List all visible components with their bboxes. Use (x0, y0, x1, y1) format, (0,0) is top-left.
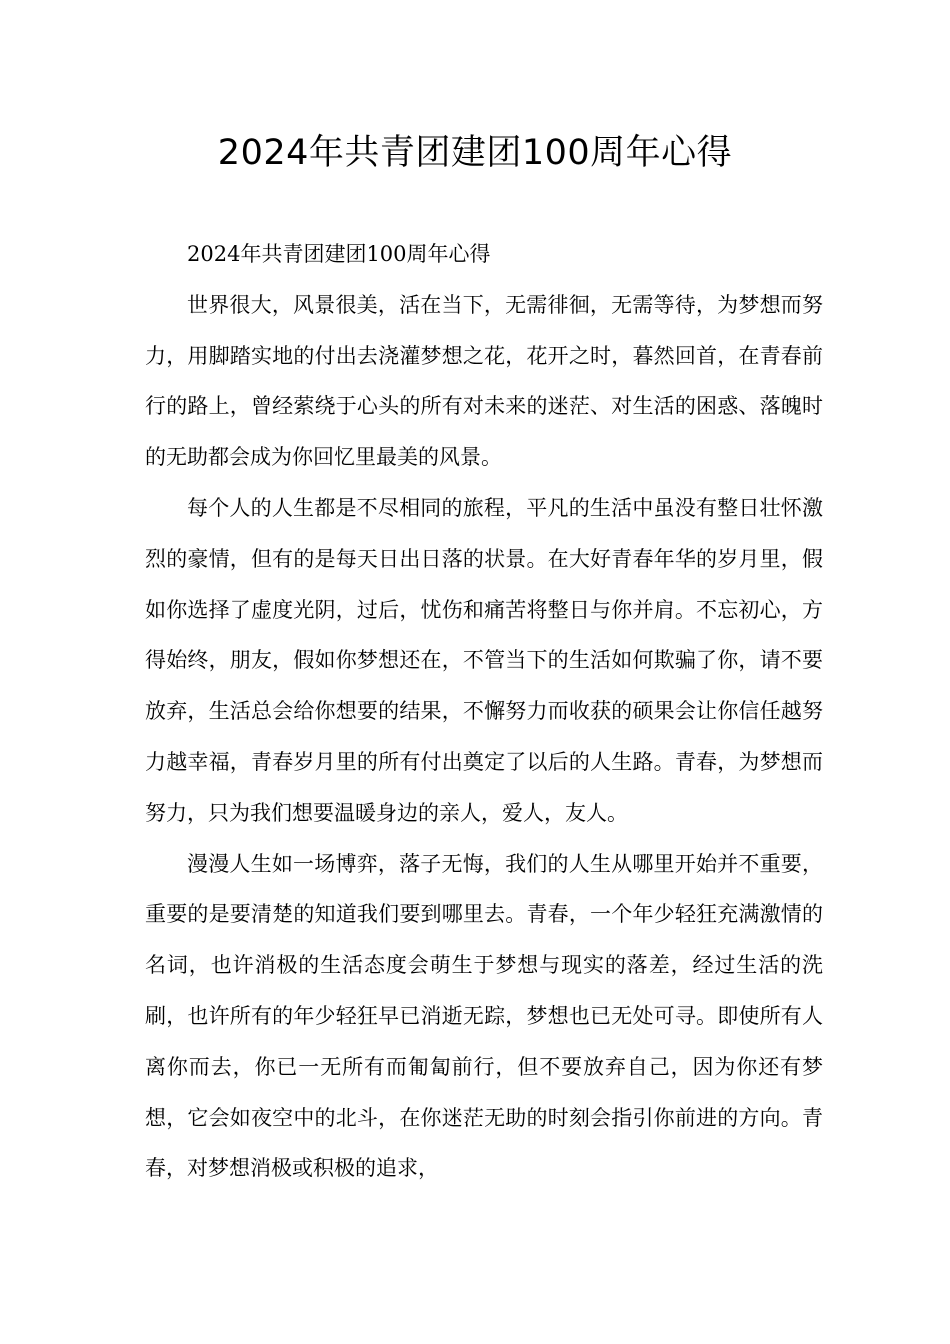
paragraph-subtitle: 2024年共青团建团100周年心得 (187, 242, 491, 266)
document-body (145, 229, 823, 1194)
paragraph: 每个人的人生都是不尽相同的旅程，平凡的生活中虽没有整日壮怀激烈的豪情，但有的是每天日出日落的状景。在大好青春年华的岁月里，假如你选择了虚度光阴，过后，忧伤和痛苦将整日与你并肩。不忘初心，方得始终，朋友，假如你梦想还在，不管当下的生活如何欺骗了你，请不要放弃，生活总会给你想要的结果，不懈努力而收获的硕果会让你信任越努力越幸福，青春岁月里的所有付出奠定了以后的人生路。青春，为梦想而努力，只为我们想要温暖身边的亲人，爱人，友人。 (145, 495, 823, 825)
document-title: 2024年共青团建团100周年心得 (217, 133, 733, 173)
paragraph: 漫漫人生如一场博弈，落子无悔，我们的人生从哪里开始并不重要，重要的是要清楚的知道我们要到哪里去。青春，一个年少轻狂充满激情的名词，也许消极的生活态度会萌生于梦想与现实的落差，经过生活的洗刷，也许所有的年少轻狂早已消逝无踪，梦想也已无处可寻。即使所有人离你而去，你已一无所有而匍匐前行，但不要放弃自己，因为你还有梦想，它会如夜空中的北斗，在你迷茫无助的时刻会指引你前进的方向。青春，对梦想消极或积极的追求， (145, 851, 823, 1181)
paragraph: 世界很大，风景很美，活在当下，无需徘徊，无需等待，为梦想而努力，用脚踏实地的付出去浇灌梦想之花，花开之时，暮然回首，在青春前行的路上，曾经萦绕于心头的所有对未来的迷茫、对生活的困惑、落魄时的无助都会成为你回忆里最美的风景。 (145, 292, 823, 470)
